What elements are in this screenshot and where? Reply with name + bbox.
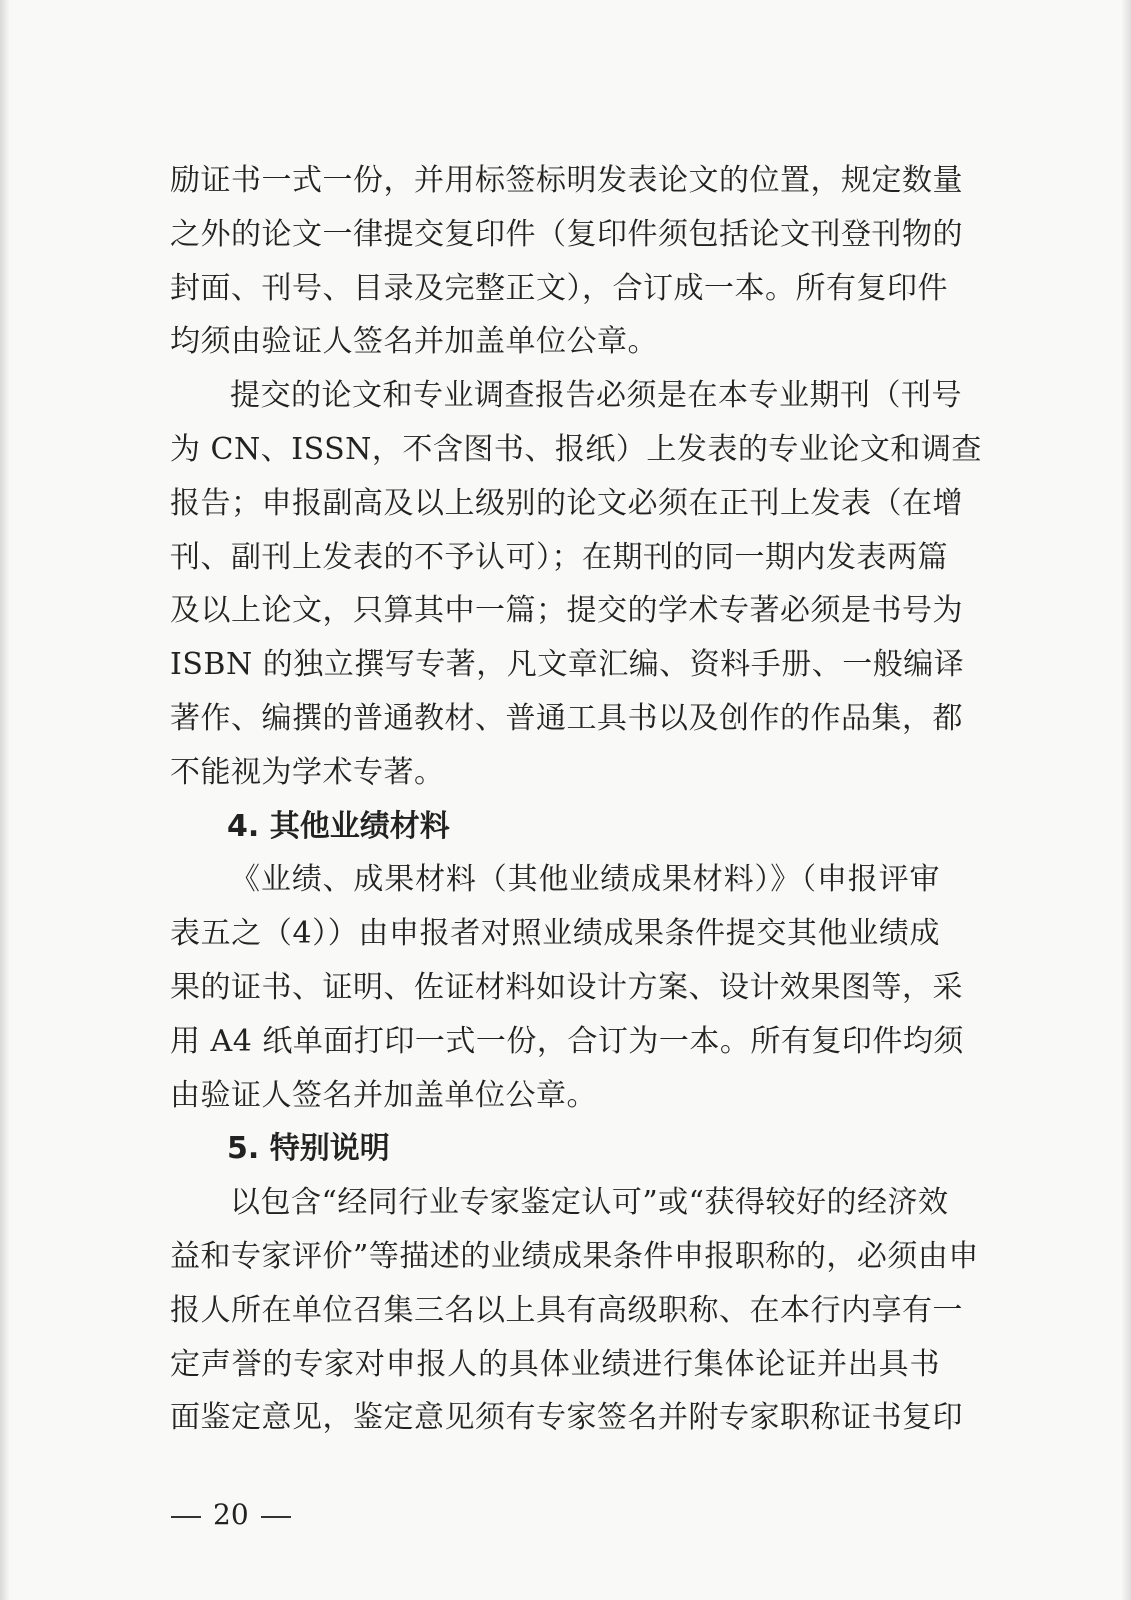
text-line: 及以上论文，只算其中一篇；提交的学术专著必须是书号为 [170,593,963,629]
text-line: 提交的论文和专业调查报告必须是在本专业期刊（刊号 [230,378,962,414]
document-body [170,154,982,1445]
text-line: 定声誉的专家对申报人的具体业绩进行集体论证并出具书 [170,1346,940,1382]
section-heading-other-achievements: 4. 其他业绩材料 [227,808,450,844]
text-line: 用 A4 纸单面打印一式一份，合订为一本。所有复印件均须 [170,1023,964,1059]
text-line: 益和专家评价”等描述的业绩成果条件申报职称的，必须由申 [170,1238,979,1274]
text-line: ISBN 的独立撰写专著，凡文章汇编、资料手册、一般编译 [170,647,965,683]
paragraph-certificate-copy-rules [170,154,963,369]
text-line: 为 CN、ISSN，不含图书、报纸）上发表的专业论文和调查 [170,431,982,467]
page-footer [171,1495,291,1535]
text-line: 著作、编撰的普通教材、普通工具书以及创作的作品集，都 [170,700,963,736]
section-heading-special-notes: 5. 特别说明 [227,1131,390,1167]
paragraph-paper-requirements [170,369,982,799]
scan-left-edge-shadow [0,0,10,1600]
text-line: 面鉴定意见，鉴定意见须有专家签名并附专家职称证书复印 [170,1400,963,1436]
text-line: 由验证人签名并加盖单位公章。 [170,1077,597,1113]
paragraph-special-notes [170,1176,979,1445]
text-line: 《业绩、成果材料（其他业绩成果材料）》（申报评审 [230,862,940,898]
text-line: 均须由验证人签名并加盖单位公章。 [170,324,658,360]
text-line: 以包含“经同行业专家鉴定认可”或“获得较好的经济效 [230,1185,949,1221]
text-line: 刊、副刊上发表的不予认可）；在期刊的同一期内发表两篇 [170,539,948,575]
text-line: 不能视为学术专著。 [170,754,445,790]
text-line: 报告；申报副高及以上级别的论文必须在正刊上发表（在增 [170,485,963,521]
page-number: 20 [213,1498,249,1531]
footer-right-dash [261,1516,291,1518]
text-line: 封面、刊号、目录及完整正文），合订成一本。所有复印件 [170,270,948,306]
footer-left-dash [171,1516,201,1518]
text-line: 之外的论文一律提交复印件（复印件须包括论文刊登刊物的 [170,216,963,252]
text-line: 报人所在单位召集三名以上具有高级职称、在本行内享有一 [170,1292,963,1328]
scan-right-edge-shadow [1121,0,1131,1600]
text-line: 表五之（4））由申报者对照业绩成果条件提交其他业绩成 [170,916,940,952]
text-line: 果的证书、证明、佐证材料如设计方案、设计效果图等，采 [170,969,963,1005]
text-line: 励证书一式一份，并用标签标明发表论文的位置，规定数量 [170,163,963,198]
paragraph-other-achievement-materials [170,853,964,1122]
